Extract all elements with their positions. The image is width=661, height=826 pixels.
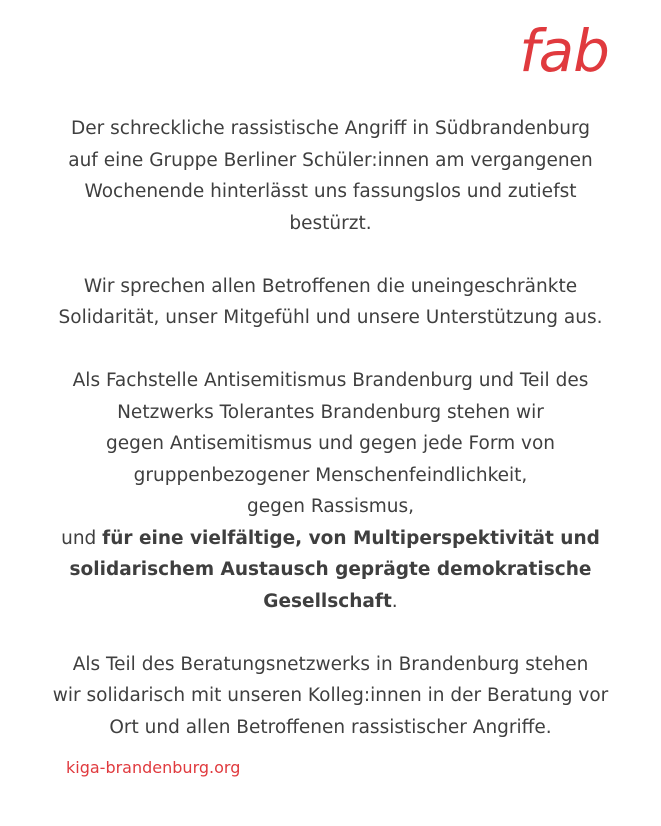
text-line: Als Fachstelle Antisemitismus Brandenburg und Teil des — [72, 370, 589, 391]
text-line-mixed — [0, 523, 661, 555]
text-line: Solidarität, unser Mitgefühl und unsere Unterstützung aus. — [58, 307, 603, 328]
bold-text: für eine vielfältige, von Multiperspektivität und — [102, 527, 600, 549]
text-line: Netzwerks Tolerantes Brandenburg stehen wir — [117, 401, 544, 423]
text-line: gegen Antisemitismus und gegen jede Form von — [105, 433, 556, 454]
final-punctuation: . — [391, 590, 398, 612]
text-line: gegen Rassismus, — [247, 496, 414, 517]
bold-text-line: solidarischem Austausch geprägte demokratische — [69, 559, 592, 580]
bold-text: Gesellschaft — [263, 590, 392, 612]
text-line-final — [0, 586, 661, 618]
website-link[interactable]: kiga-brandenburg.org — [66, 758, 241, 777]
text-line: Ort und allen Betroffenen rassistischer Angriffe. — [109, 716, 552, 738]
text-prefix: und — [61, 527, 103, 549]
statement-text — [0, 113, 661, 775]
text-line: gruppenbezogener Menschenfeindlichkeit, — [133, 464, 528, 486]
text-line: auf eine Gruppe Berliner Schüler:innen am vergangenen — [68, 149, 593, 171]
paragraph-1 — [0, 113, 661, 239]
text-line: Der schreckliche rassistische Angriff in Südbrandenburg — [71, 118, 590, 139]
text-line: bestürzt. — [289, 212, 372, 234]
text-line: Wir sprechen allen Betroffenen die uneingeschränkte — [83, 275, 578, 297]
text-line: Wochenende hinterlässt uns fassungslos und zutiefst — [84, 181, 577, 202]
text-line: Als Teil des Beratungsnetzwerks in Brandenburg stehen — [72, 653, 589, 675]
paragraph-3 — [0, 365, 661, 617]
paragraph-4 — [0, 649, 661, 744]
fab-logo: fab — [519, 17, 609, 85]
text-line: wir solidarisch mit unseren Kolleg:innen in der Beratung vor — [52, 685, 609, 706]
paragraph-2 — [0, 271, 661, 334]
